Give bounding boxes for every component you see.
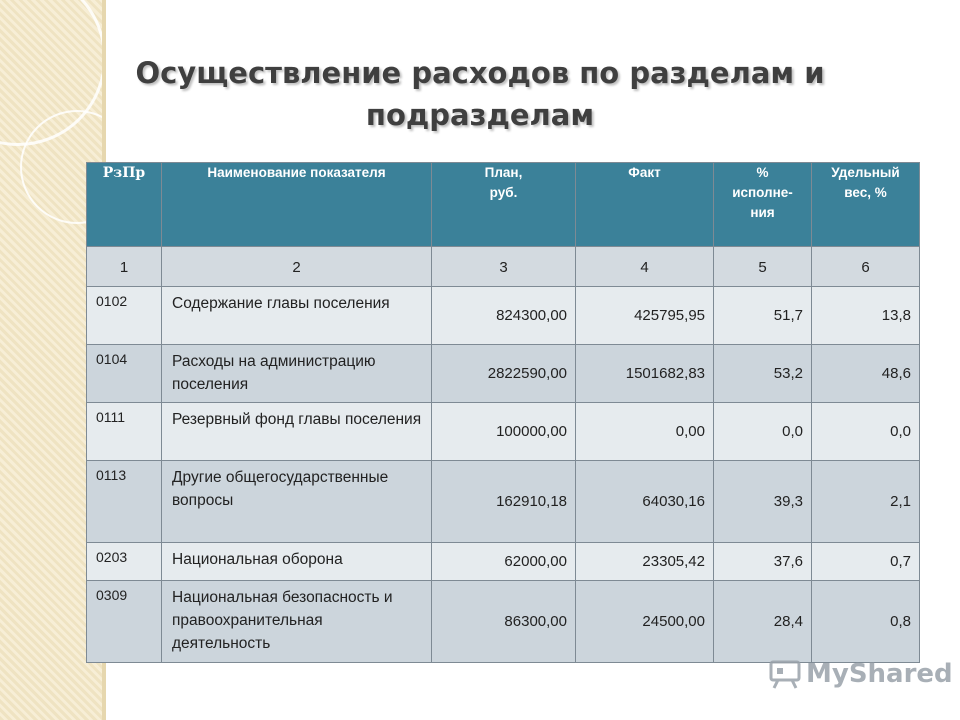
row-share: 0,7	[812, 543, 920, 581]
row-plan: 824300,00	[432, 287, 576, 345]
row-name: Национальная оборона	[162, 543, 432, 581]
header-pct-line-1: %	[756, 165, 769, 180]
header-plan-line-2: руб.	[489, 185, 518, 200]
header-name: Наименование показателя	[162, 163, 432, 247]
row-pct: 39,3	[714, 461, 812, 543]
table-row	[87, 345, 920, 403]
row-share: 0,8	[812, 581, 920, 663]
row-pct: 51,7	[714, 287, 812, 345]
column-number: 2	[162, 247, 432, 287]
row-share: 0,0	[812, 403, 920, 461]
header-fact: Факт	[576, 163, 714, 247]
row-plan: 2822590,00	[432, 345, 576, 403]
column-number: 4	[576, 247, 714, 287]
header-share-line-2: вес, %	[844, 185, 887, 200]
header-pct	[714, 163, 812, 247]
column-number-row	[87, 247, 920, 287]
row-fact: 24500,00	[576, 581, 714, 663]
row-share: 13,8	[812, 287, 920, 345]
header-plan	[432, 163, 576, 247]
column-number: 3	[432, 247, 576, 287]
row-name: Расходы на администрацию поселения	[162, 345, 432, 403]
row-name: Резервный фонд главы поселения	[162, 403, 432, 461]
slide-title	[110, 52, 850, 136]
row-share: 48,6	[812, 345, 920, 403]
header-share	[812, 163, 920, 247]
watermark-text: MyShared	[806, 659, 953, 689]
header-pct-line-2: исполне-	[732, 185, 793, 200]
column-number: 1	[87, 247, 162, 287]
row-fact: 0,00	[576, 403, 714, 461]
myshared-watermark	[768, 656, 953, 692]
slide-title-line-2: подразделам	[365, 98, 595, 132]
row-name: Национальная безопасность и правоохранительная деятельность	[162, 581, 432, 663]
table-row	[87, 403, 920, 461]
row-pct: 37,6	[714, 543, 812, 581]
row-code: 0309	[87, 581, 162, 663]
row-code: 0113	[87, 461, 162, 543]
row-fact: 425795,95	[576, 287, 714, 345]
row-pct: 28,4	[714, 581, 812, 663]
row-plan: 86300,00	[432, 581, 576, 663]
row-pct: 0,0	[714, 403, 812, 461]
row-name: Содержание главы поселения	[162, 287, 432, 345]
table-row	[87, 461, 920, 543]
row-plan: 162910,18	[432, 461, 576, 543]
row-fact: 1501682,83	[576, 345, 714, 403]
row-code: 0203	[87, 543, 162, 581]
column-number: 6	[812, 247, 920, 287]
row-fact: 23305,42	[576, 543, 714, 581]
header-code: РзПр	[87, 163, 162, 247]
presentation-board-icon	[768, 659, 802, 689]
slide-title-line-1: Осуществление расходов по разделам и	[135, 56, 825, 90]
row-fact: 64030,16	[576, 461, 714, 543]
table-header-row	[87, 163, 920, 247]
table-row	[87, 287, 920, 345]
expenses-table	[86, 162, 920, 663]
column-number: 5	[714, 247, 812, 287]
row-share: 2,1	[812, 461, 920, 543]
table-row	[87, 543, 920, 581]
table-row	[87, 581, 920, 663]
header-pct-line-3: ния	[750, 205, 775, 220]
header-plan-line-1: План,	[484, 165, 523, 180]
row-code: 0102	[87, 287, 162, 345]
row-plan: 100000,00	[432, 403, 576, 461]
row-code: 0104	[87, 345, 162, 403]
header-share-line-1: Удельный	[831, 165, 900, 180]
row-plan: 62000,00	[432, 543, 576, 581]
row-pct: 53,2	[714, 345, 812, 403]
row-name: Другие общегосударственные вопросы	[162, 461, 432, 543]
row-code: 0111	[87, 403, 162, 461]
